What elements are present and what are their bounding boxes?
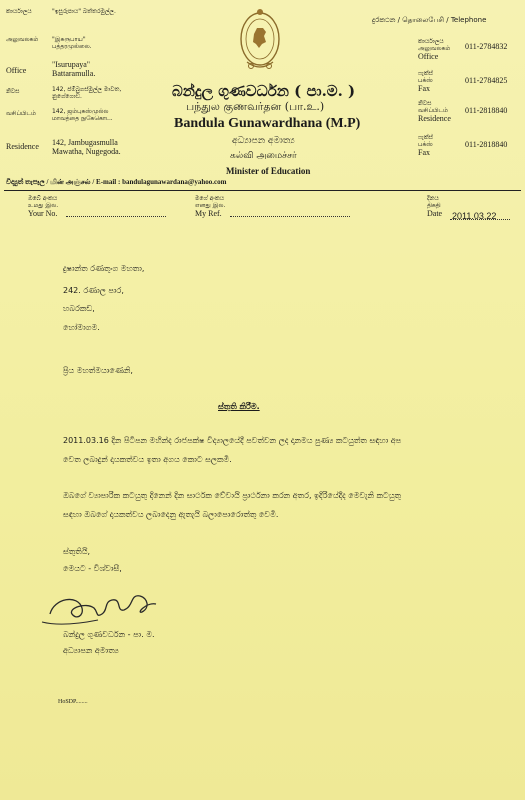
email-line[interactable]: විද්‍යුත් තැපෑල / மின் அஞ்சல் / E-mail : bandulagunawardana@yahoo.com (6, 178, 227, 186)
office-value-ta: "இசுருபாய" பத்தரமுல்லை. (52, 36, 92, 50)
residence-phone-label (418, 100, 451, 123)
office-value-si: "ඉසුරුපාය" බත්තරමුල්ල. (52, 8, 116, 15)
name-tamil: பந்துல குணவர்தன (பா.உ.) (186, 100, 325, 113)
date-label (427, 195, 442, 218)
address-line: හබරකඩ, (63, 304, 95, 313)
my-ref-field (230, 216, 350, 217)
footer-initials: HoSDP........ (58, 699, 88, 705)
my-ref-label-ta: எனது இல. (195, 202, 226, 209)
residence-label-en: Residence (6, 142, 39, 151)
closing: ස්තුතියි, (63, 547, 91, 556)
title-sinhala: අධ්‍යාපන අමාත්‍ය (232, 136, 295, 146)
paragraph-1-line-1: 2011.03.16 දින පිටිපන මහින්ද රාජපක්ෂ විද්‍යාලයේදී පවත්වන ලද දානමය පුණ්‍ය කටයුත්ත සඳහා අප (63, 436, 402, 445)
paragraph-2-line-1: ඔබගේ ව්‍යාපාරික කටයුතු දිනෙන් දින සාර්ථක වේවායි ප්‍රාර්ථනා කරන අතර, ඉදිරියේදීද මෙවැනි කටයුතු (63, 491, 401, 500)
residence-fax-label-en: Fax (418, 148, 430, 157)
office-phone-label-si: කාර්යාලය (418, 38, 444, 45)
title-tamil: கல்வி அமைச்சர் (230, 151, 297, 161)
office-phone-label-ta: அலுவலகம் (418, 45, 451, 52)
date-label-en: Date (427, 209, 443, 218)
residence-fax-label-si: ෆැක්ස් (418, 134, 433, 141)
residence-value-ta: 142, ஜம்புகஸ்முல்ல மாவத்தை நுகேகொட. (52, 108, 113, 122)
closing-faithfully: මෙයට - විශ්වාසී, (63, 564, 122, 573)
residence-label-ta: வசிப்பிடம் (6, 110, 36, 117)
residence-phone-label-en: Residence (418, 114, 451, 123)
residence-phone-label-si: නිවස (418, 100, 432, 107)
office-phone-label (418, 38, 450, 61)
date-label-si: දිනය (427, 195, 439, 202)
residence-phone-label-ta: வசிப்பிடம் (418, 107, 448, 114)
residence-fax-label (418, 134, 433, 157)
name-sinhala: බන්දුල ගුණවර්ධන ( පා.ම. ) (172, 82, 356, 100)
office-fax-label-en: Fax (418, 84, 430, 93)
telephone-label: දුරකථන / தொலைபேசி / Telephone (372, 16, 487, 24)
office-phone-number[interactable]: 011-2784832 (465, 42, 508, 51)
subject: ස්තුති කිරීම. (218, 402, 260, 411)
office-phone-label-en: Office (418, 52, 439, 61)
office-label-si: කාර්යාලය (6, 8, 32, 15)
title-english: Minister of Education (226, 166, 311, 176)
residence-value-si: 142, ජම්බුගස්මුල්ල මාවත, නුගේගොඩ. (52, 86, 122, 100)
salutation: ප්‍රිය මහත්මයාණෙනි, (63, 366, 133, 375)
name-english: Bandula Gunawardhana (M.P) (174, 116, 361, 131)
office-fax-number[interactable]: 011-2784825 (465, 76, 508, 85)
your-no-label-si: ඔබේ අංකය (28, 195, 58, 202)
date-field (450, 219, 510, 220)
date-label-ta: திகதி (427, 202, 441, 209)
my-ref-label-en: My Ref. (195, 209, 222, 218)
address-line: දුෂාන්ත රණතුංග මහතා, (63, 264, 145, 273)
signatory-name: බන්දුල ගුණවර්ධන - පා. ම. (63, 630, 155, 639)
header-divider (4, 190, 521, 191)
your-no-label-en: Your No. (28, 209, 58, 218)
residence-fax-number[interactable]: 011-2818840 (465, 140, 508, 149)
office-label-en: Office (6, 66, 27, 75)
signatory-title: අධ්‍යාපන අමාත්‍ය (63, 646, 119, 655)
office-value-en: "Isurupaya" Battaramulla. (52, 60, 96, 78)
paragraph-1-line-2: වෙත ලබාදුන් දායකත්වය ඉතා අගය කොට සලකමි. (63, 455, 232, 464)
paragraph-2-line-2: සඳහා ඔබගේ දායකත්වය ලබාදෙනු ඇතැයි බලාපොරොත්තු වෙමි. (63, 510, 279, 519)
my-ref-label (195, 195, 225, 218)
date-value: 2011.03.22 (452, 211, 497, 221)
your-no-field (66, 216, 166, 217)
residence-label-si: නිවස (6, 88, 20, 95)
office-fax-label-ta: பக்ஸ் (418, 77, 433, 84)
your-no-label (28, 195, 58, 218)
office-fax-label-si: ෆැක්ස් (418, 70, 433, 77)
residence-value-en: 142, Jambugasmulla Mawatha, Nugegoda. (52, 138, 121, 156)
signature-icon (38, 584, 168, 634)
residence-fax-label-ta: பக்ஸ் (418, 141, 433, 148)
your-no-label-ta: உமது இல. (28, 202, 59, 209)
sri-lanka-emblem-icon (237, 6, 283, 76)
my-ref-label-si: මගේ අංකය (195, 195, 225, 202)
address-line: හෝමාගම. (63, 323, 100, 332)
address-line: 242. රණාල පාර, (63, 286, 124, 295)
residence-phone-number[interactable]: 011-2818840 (465, 106, 508, 115)
office-fax-label (418, 70, 433, 93)
office-label-ta: அலுவலகம் (6, 36, 39, 43)
